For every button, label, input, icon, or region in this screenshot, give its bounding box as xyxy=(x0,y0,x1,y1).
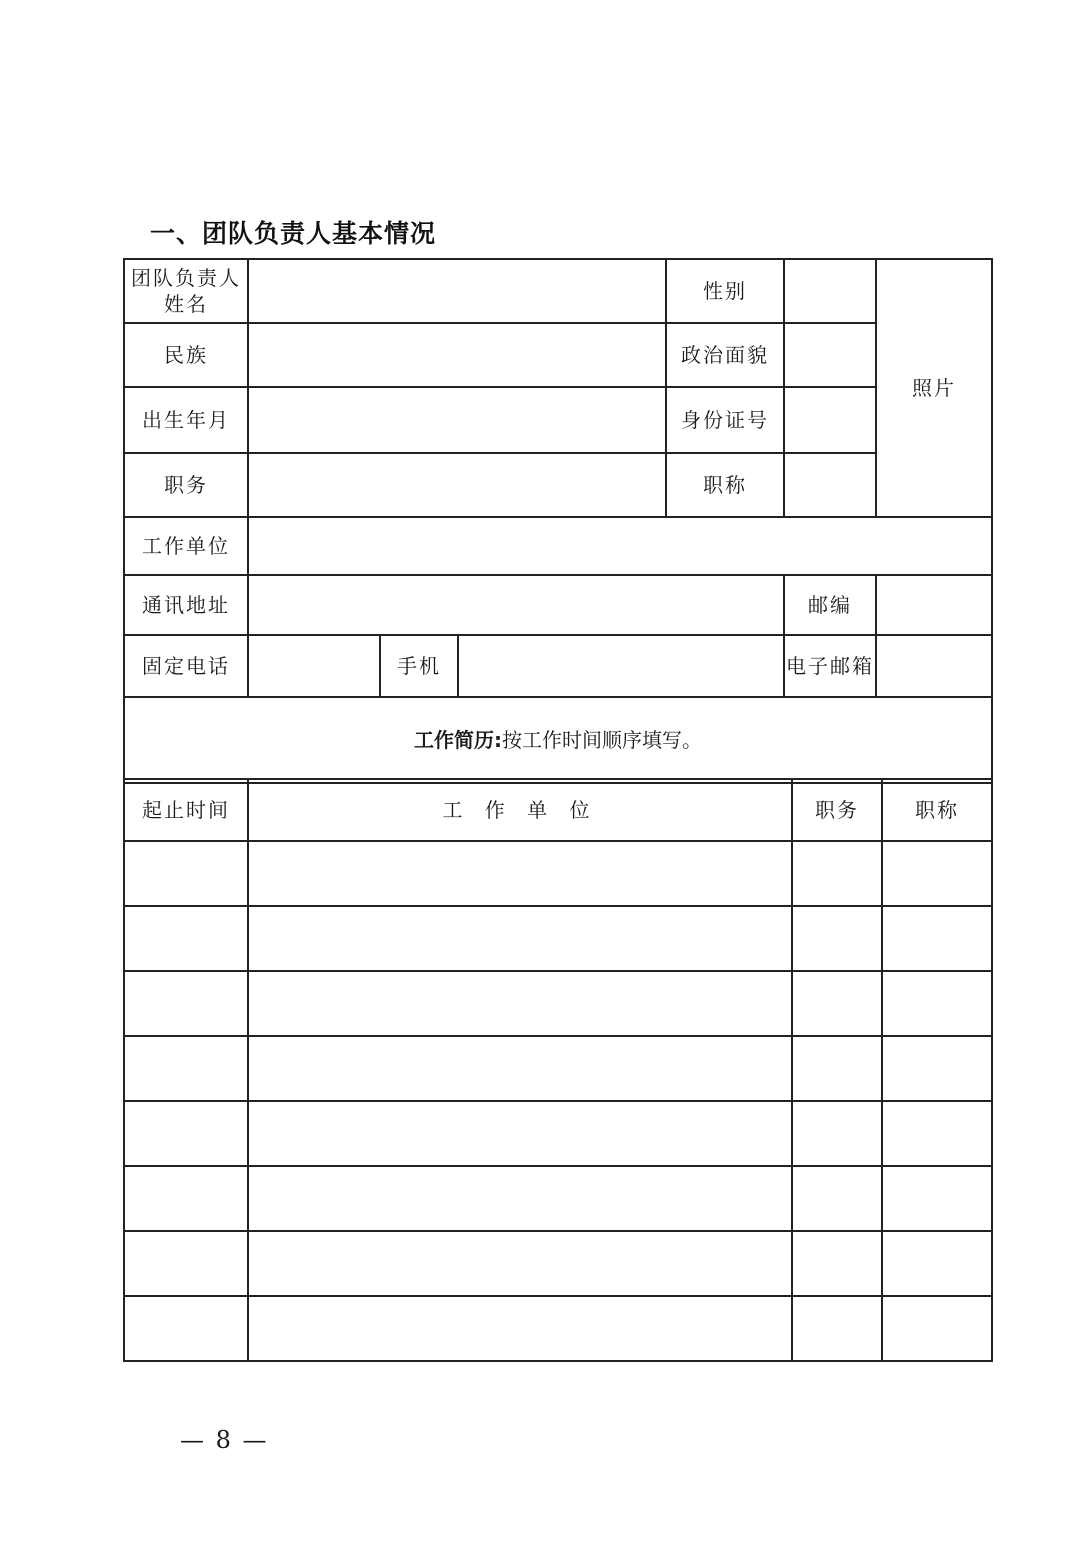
photo-label: 照片 xyxy=(912,376,957,400)
postcode-label: 邮编 xyxy=(784,575,876,635)
id-label: 身份证号 xyxy=(666,387,784,453)
workplace-cell[interactable] xyxy=(248,906,792,971)
position-cell[interactable] xyxy=(792,1036,882,1101)
title-cell[interactable] xyxy=(882,1296,992,1361)
table-row xyxy=(124,841,992,906)
workplace-cell[interactable] xyxy=(248,1231,792,1296)
title-cell[interactable] xyxy=(882,1101,992,1166)
id-field[interactable] xyxy=(784,387,876,453)
workplace-cell[interactable] xyxy=(248,1101,792,1166)
email-field[interactable] xyxy=(876,635,992,697)
workplace-field[interactable] xyxy=(248,517,992,575)
position-cell[interactable] xyxy=(792,1101,882,1166)
birth-label: 出生年月 xyxy=(124,387,248,453)
workplace-cell[interactable] xyxy=(248,971,792,1036)
title-cell[interactable] xyxy=(882,841,992,906)
period-cell[interactable] xyxy=(124,971,248,1036)
address-label: 通讯地址 xyxy=(124,575,248,635)
row-position xyxy=(124,453,992,517)
postcode-field[interactable] xyxy=(876,575,992,635)
position-label: 职务 xyxy=(124,453,248,517)
position-cell[interactable] xyxy=(792,1166,882,1231)
phone-field[interactable] xyxy=(248,635,380,697)
position-cell[interactable] xyxy=(792,1296,882,1361)
row-contact xyxy=(124,635,992,697)
position-cell[interactable] xyxy=(792,971,882,1036)
section-title: 一、团队负责人基本情况 xyxy=(150,219,437,248)
position-cell[interactable] xyxy=(792,906,882,971)
position-field[interactable] xyxy=(248,453,666,517)
title-cell[interactable] xyxy=(882,1166,992,1231)
work-history-header-row xyxy=(124,779,992,841)
birth-field[interactable] xyxy=(248,387,666,453)
period-cell[interactable] xyxy=(124,1036,248,1101)
name-field[interactable] xyxy=(248,259,666,323)
workplace-cell[interactable] xyxy=(248,841,792,906)
name-label-line1: 团队负责人 xyxy=(131,266,241,290)
work-history-table xyxy=(123,778,993,1362)
address-field[interactable] xyxy=(248,575,784,635)
title-field[interactable] xyxy=(784,453,876,517)
col-period-header: 起止时间 xyxy=(124,779,248,841)
work-history-heading: 工作简历: xyxy=(414,728,503,752)
position-cell[interactable] xyxy=(792,1231,882,1296)
name-label-line2: 姓名 xyxy=(164,292,208,316)
table-row xyxy=(124,971,992,1036)
work-history-instruction: 按工作时间顺序填写。 xyxy=(502,728,703,752)
col-title-header: 职称 xyxy=(882,779,992,841)
political-label: 政治面貌 xyxy=(666,323,784,387)
table-row xyxy=(124,1101,992,1166)
gender-field[interactable] xyxy=(784,259,876,323)
title-label: 职称 xyxy=(666,453,784,517)
phone-label: 固定电话 xyxy=(124,635,248,697)
name-label xyxy=(124,259,248,323)
ethnicity-field[interactable] xyxy=(248,323,666,387)
table-row xyxy=(124,1296,992,1361)
position-cell[interactable] xyxy=(792,841,882,906)
mobile-field[interactable] xyxy=(458,635,784,697)
title-cell[interactable] xyxy=(882,1231,992,1296)
col-workplace-header: 工 作 单 位 xyxy=(248,779,792,841)
photo-box[interactable] xyxy=(876,259,992,517)
workplace-cell[interactable] xyxy=(248,1036,792,1101)
period-cell[interactable] xyxy=(124,906,248,971)
table-row xyxy=(124,1166,992,1231)
ethnicity-label: 民族 xyxy=(124,323,248,387)
title-cell[interactable] xyxy=(882,971,992,1036)
period-cell[interactable] xyxy=(124,1166,248,1231)
period-cell[interactable] xyxy=(124,841,248,906)
table-row xyxy=(124,906,992,971)
title-cell[interactable] xyxy=(882,1036,992,1101)
col-position-header: 职务 xyxy=(792,779,882,841)
row-birth xyxy=(124,387,992,453)
table-row xyxy=(124,1231,992,1296)
page-number: — 8 — xyxy=(180,1426,269,1454)
row-address xyxy=(124,575,992,635)
leader-info-table xyxy=(123,258,993,784)
period-cell[interactable] xyxy=(124,1231,248,1296)
row-name xyxy=(124,259,992,323)
mobile-label: 手机 xyxy=(380,635,458,697)
workplace-label: 工作单位 xyxy=(124,517,248,575)
row-ethnicity xyxy=(124,323,992,387)
period-cell[interactable] xyxy=(124,1296,248,1361)
email-label: 电子邮箱 xyxy=(784,635,876,697)
row-work-history-note xyxy=(124,697,992,783)
work-history-note xyxy=(124,697,992,783)
workplace-cell[interactable] xyxy=(248,1296,792,1361)
table-row xyxy=(124,1036,992,1101)
gender-label: 性别 xyxy=(666,259,784,323)
row-workplace xyxy=(124,517,992,575)
workplace-cell[interactable] xyxy=(248,1166,792,1231)
title-cell[interactable] xyxy=(882,906,992,971)
political-field[interactable] xyxy=(784,323,876,387)
period-cell[interactable] xyxy=(124,1101,248,1166)
